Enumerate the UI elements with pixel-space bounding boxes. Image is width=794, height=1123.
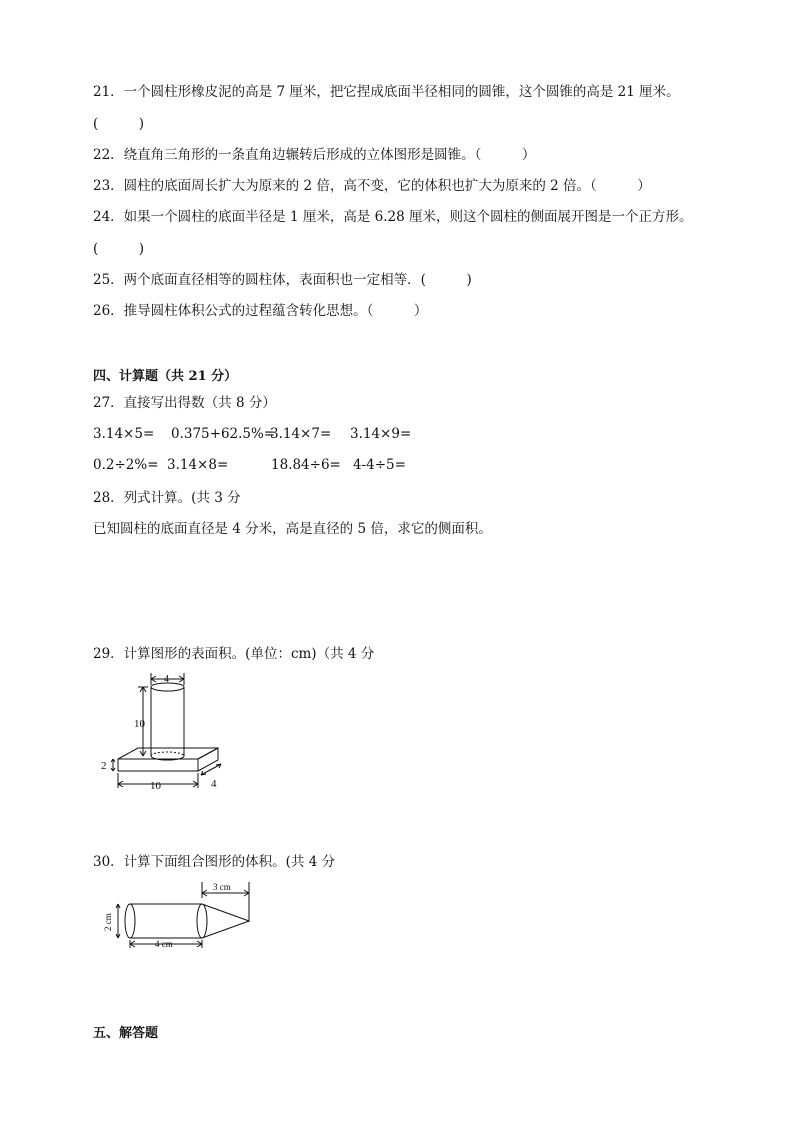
question-21: 21．一个圆柱形橡皮泥的高是 7 厘米，把它捏成底面半径相同的圆锥，这个圆锥的高是 21 厘米。 — [93, 84, 680, 100]
section-4-title: 四、计算题（共 21 分） — [93, 369, 238, 384]
calc-4: 3.14×9= — [350, 426, 412, 442]
question-23: 23．圆柱的底面周长扩大为原来的 2 倍，高不变，它的体积也扩大为原来的 2 倍。（ ） — [93, 178, 651, 194]
figure-cylinder-with-cone — [100, 880, 260, 950]
calc-3: 3.14×7= — [270, 426, 332, 442]
question-25: 25．两个底面直径相等的圆柱体，表面积也一定相等．( ) — [93, 272, 472, 288]
question-28: 28．列式计算。(共 3 分 — [93, 490, 241, 506]
section-5-title: 五、解答题 — [93, 1026, 159, 1041]
calc-2: 0.375+62.5%= — [171, 426, 276, 442]
calc-8: 4-4÷5= — [353, 457, 406, 473]
figure-cylinder-on-cuboid — [98, 668, 238, 798]
label-base-width: 10 — [150, 780, 161, 792]
question-24-answer-paren: ( ) — [93, 241, 145, 257]
label-cone-length: 3 cm — [213, 882, 231, 892]
label-cylinder-length: 4 cm — [155, 939, 173, 949]
question-26: 26．推导圆柱体积公式的过程蕴含转化思想。（ ） — [93, 303, 428, 319]
label-base-height: 2 — [101, 760, 107, 772]
label-cylinder-height: 10 — [134, 718, 145, 730]
label-top-diameter: 4 — [164, 674, 169, 685]
calc-5: 0.2÷2%= — [93, 457, 159, 473]
question-21-answer-paren: ( ) — [93, 116, 145, 132]
question-22: 22．绕直角三角形的一条直角边辗转后形成的立体图形是圆锥。（ ） — [93, 147, 536, 163]
label-cylinder-diameter: 2 cm — [103, 913, 113, 931]
calc-1: 3.14×5= — [93, 426, 155, 442]
question-29: 29．计算图形的表面积。(单位：cm)（共 4 分 — [93, 646, 375, 662]
calc-7: 18.84÷6= — [271, 457, 341, 473]
question-28-text: 已知圆柱的底面直径是 4 分米，高是直径的 5 倍，求它的侧面积。 — [93, 521, 492, 537]
question-27: 27．直接写出得数（共 8 分） — [93, 395, 276, 411]
calc-6: 3.14×8= — [167, 457, 229, 473]
question-30: 30．计算下面组合图形的体积。(共 4 分 — [93, 854, 336, 870]
question-24: 24．如果一个圆柱的底面半径是 1 厘米，高是 6.28 厘米，则这个圆柱的侧面展开图是一个正方形。 — [93, 209, 693, 225]
label-base-depth: 4 — [211, 778, 217, 790]
